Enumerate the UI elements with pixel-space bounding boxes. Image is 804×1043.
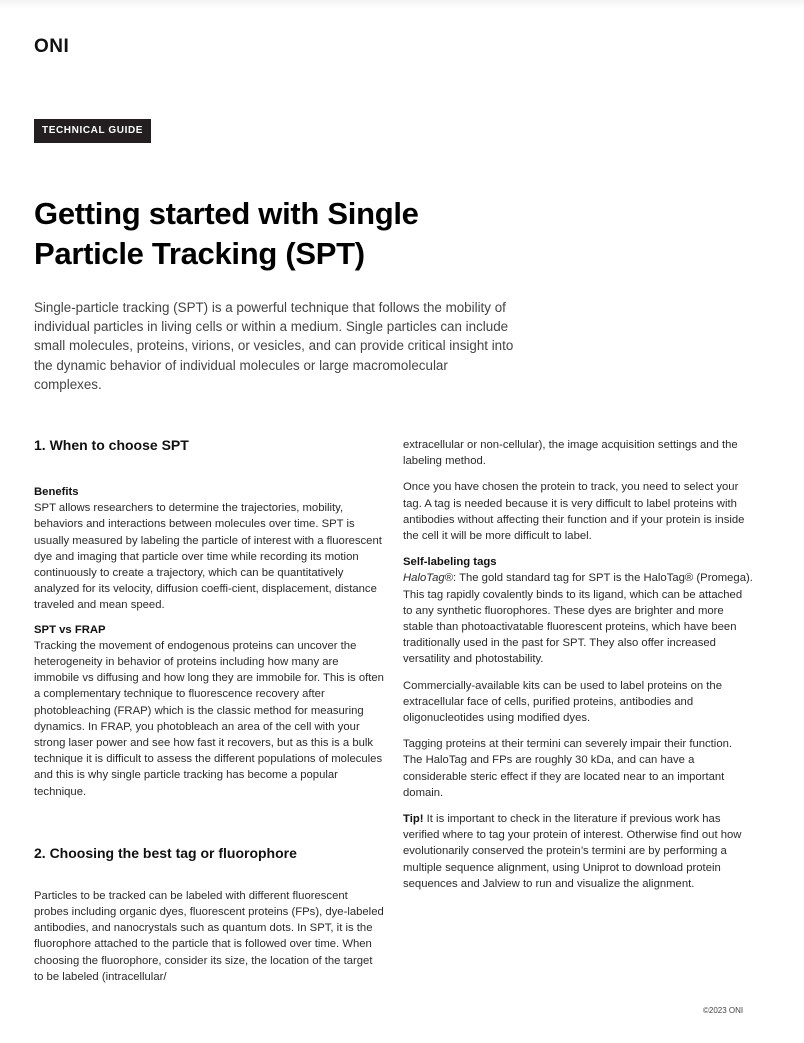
frap-paragraph: Tracking the movement of endogenous proteins can uncover the heterogeneity in behavior of proteins including how many are immobile vs diffusing and how long they are immobile for. This is often a complementary technique to fluorescence recovery after photobleaching (FRAP) which is the classic method for measuring dynamics. In FRAP, you photobleach an area of the cell with your strong laser power and see how fast it recovers, but as this is a bulk technique it is difficult to assess the different populations of molecules and this is why single particle tracking has become a popular technique. [34,639,384,798]
page-top-edge [0,0,804,8]
halotag-paragraph [403,570,753,667]
termini-paragraph: Tagging proteins at their termini can severely impair their function. The HaloTag and FPs are roughly 30 kDa, and can have a considerable steric effect if they are located near to an important domain. [403,738,733,799]
benefits-paragraph: SPT allows researchers to determine the trajectories, mobility, behaviors and interactions between molecules over time. SPT is usually measured by labeling the particle of interest with a fluorescent dye and imaging that particle over time while recording its motion continuously to create a trajectory, which can be quantitatively analyzed for its velocity, diffusion coeffi-cient, displacement, distance traveled and mean speed. [34,502,382,612]
technical-guide-badge: TECHNICAL GUIDE [34,119,151,143]
subheading-benefits: Benefits [34,486,79,498]
subheading-spt-vs-frap: SPT vs FRAP [34,623,106,636]
page-title: Getting started with Single Particle Tracking (SPT) [34,196,419,271]
section-heading-choosing-tag: 2. Choosing the best tag or fluorophore [34,844,297,861]
right-column [403,437,753,892]
halotag-text: : The gold standard tag for SPT is the HaloTag® (Promega). This tag rapidly covalently binds to its ligand, which can be attached to any synthetic fluorophores. These dyes are brighter and more stable than photoactivatable fluorescent proteins, which have been traditionally used in the past for SPT. They also offer increased versatility and photostability. [403,572,753,666]
intro-paragraph: Single-particle tracking (SPT) is a powerful technique that follows the mobility of individual particles in living cells or within a medium. Single particles can include small molecules, proteins, virions, or vesicles, and can provide critical insight into the dynamic behavior of individual molecules or large macromolecular complexes. [34,300,514,392]
tip-paragraph [403,811,753,892]
fluorophore-paragraph-continued: extracellular or non-cellular), the image acquisition settings and the labeling method. [403,439,738,468]
left-column [34,436,384,985]
halotag-label: HaloTag® [403,572,453,585]
oni-logo: ONI [34,36,70,57]
tip-label: Tip! [403,813,424,826]
tag-selection-paragraph: Once you have chosen the protein to track, you need to select your tag. A tag is needed because it is very difficult to label proteins with antibodies without affecting their function and if your protein is inside the cell it will be more difficult to label. [403,481,745,543]
section-heading-when-to-choose: 1. When to choose SPT [34,437,189,453]
fluorophore-paragraph: Particles to be tracked can be labeled with different fluorescent probes including organic dyes, fluorescent proteins (FPs), dye-labeled antibodies, and nanocrystals such as quantum dots. In SPT, it is the fluorophore attached to the particle that is followed over time. When choosing the fluorophore, consider its size, the location of the target to be labeled (intracellular/ [34,889,384,983]
tip-text: It is important to check in the literature if previous work has verified where to tag your protein of interest. Otherwise find out how evolutionarily conserved the protein’s termini are by performing a multiple sequence alignment, using Uniprot to download protein sequences and Jalview to run and visualize the alignment. [403,813,742,890]
copyright-footer: ©2023 ONI [703,1006,744,1015]
kits-paragraph: Commercially-available kits can be used to label proteins on the extracellular face of cells, purified proteins, antibodies and oligonucleotides using modified dyes. [403,679,722,725]
subheading-self-labeling-tags: Self-labeling tags [403,556,497,569]
